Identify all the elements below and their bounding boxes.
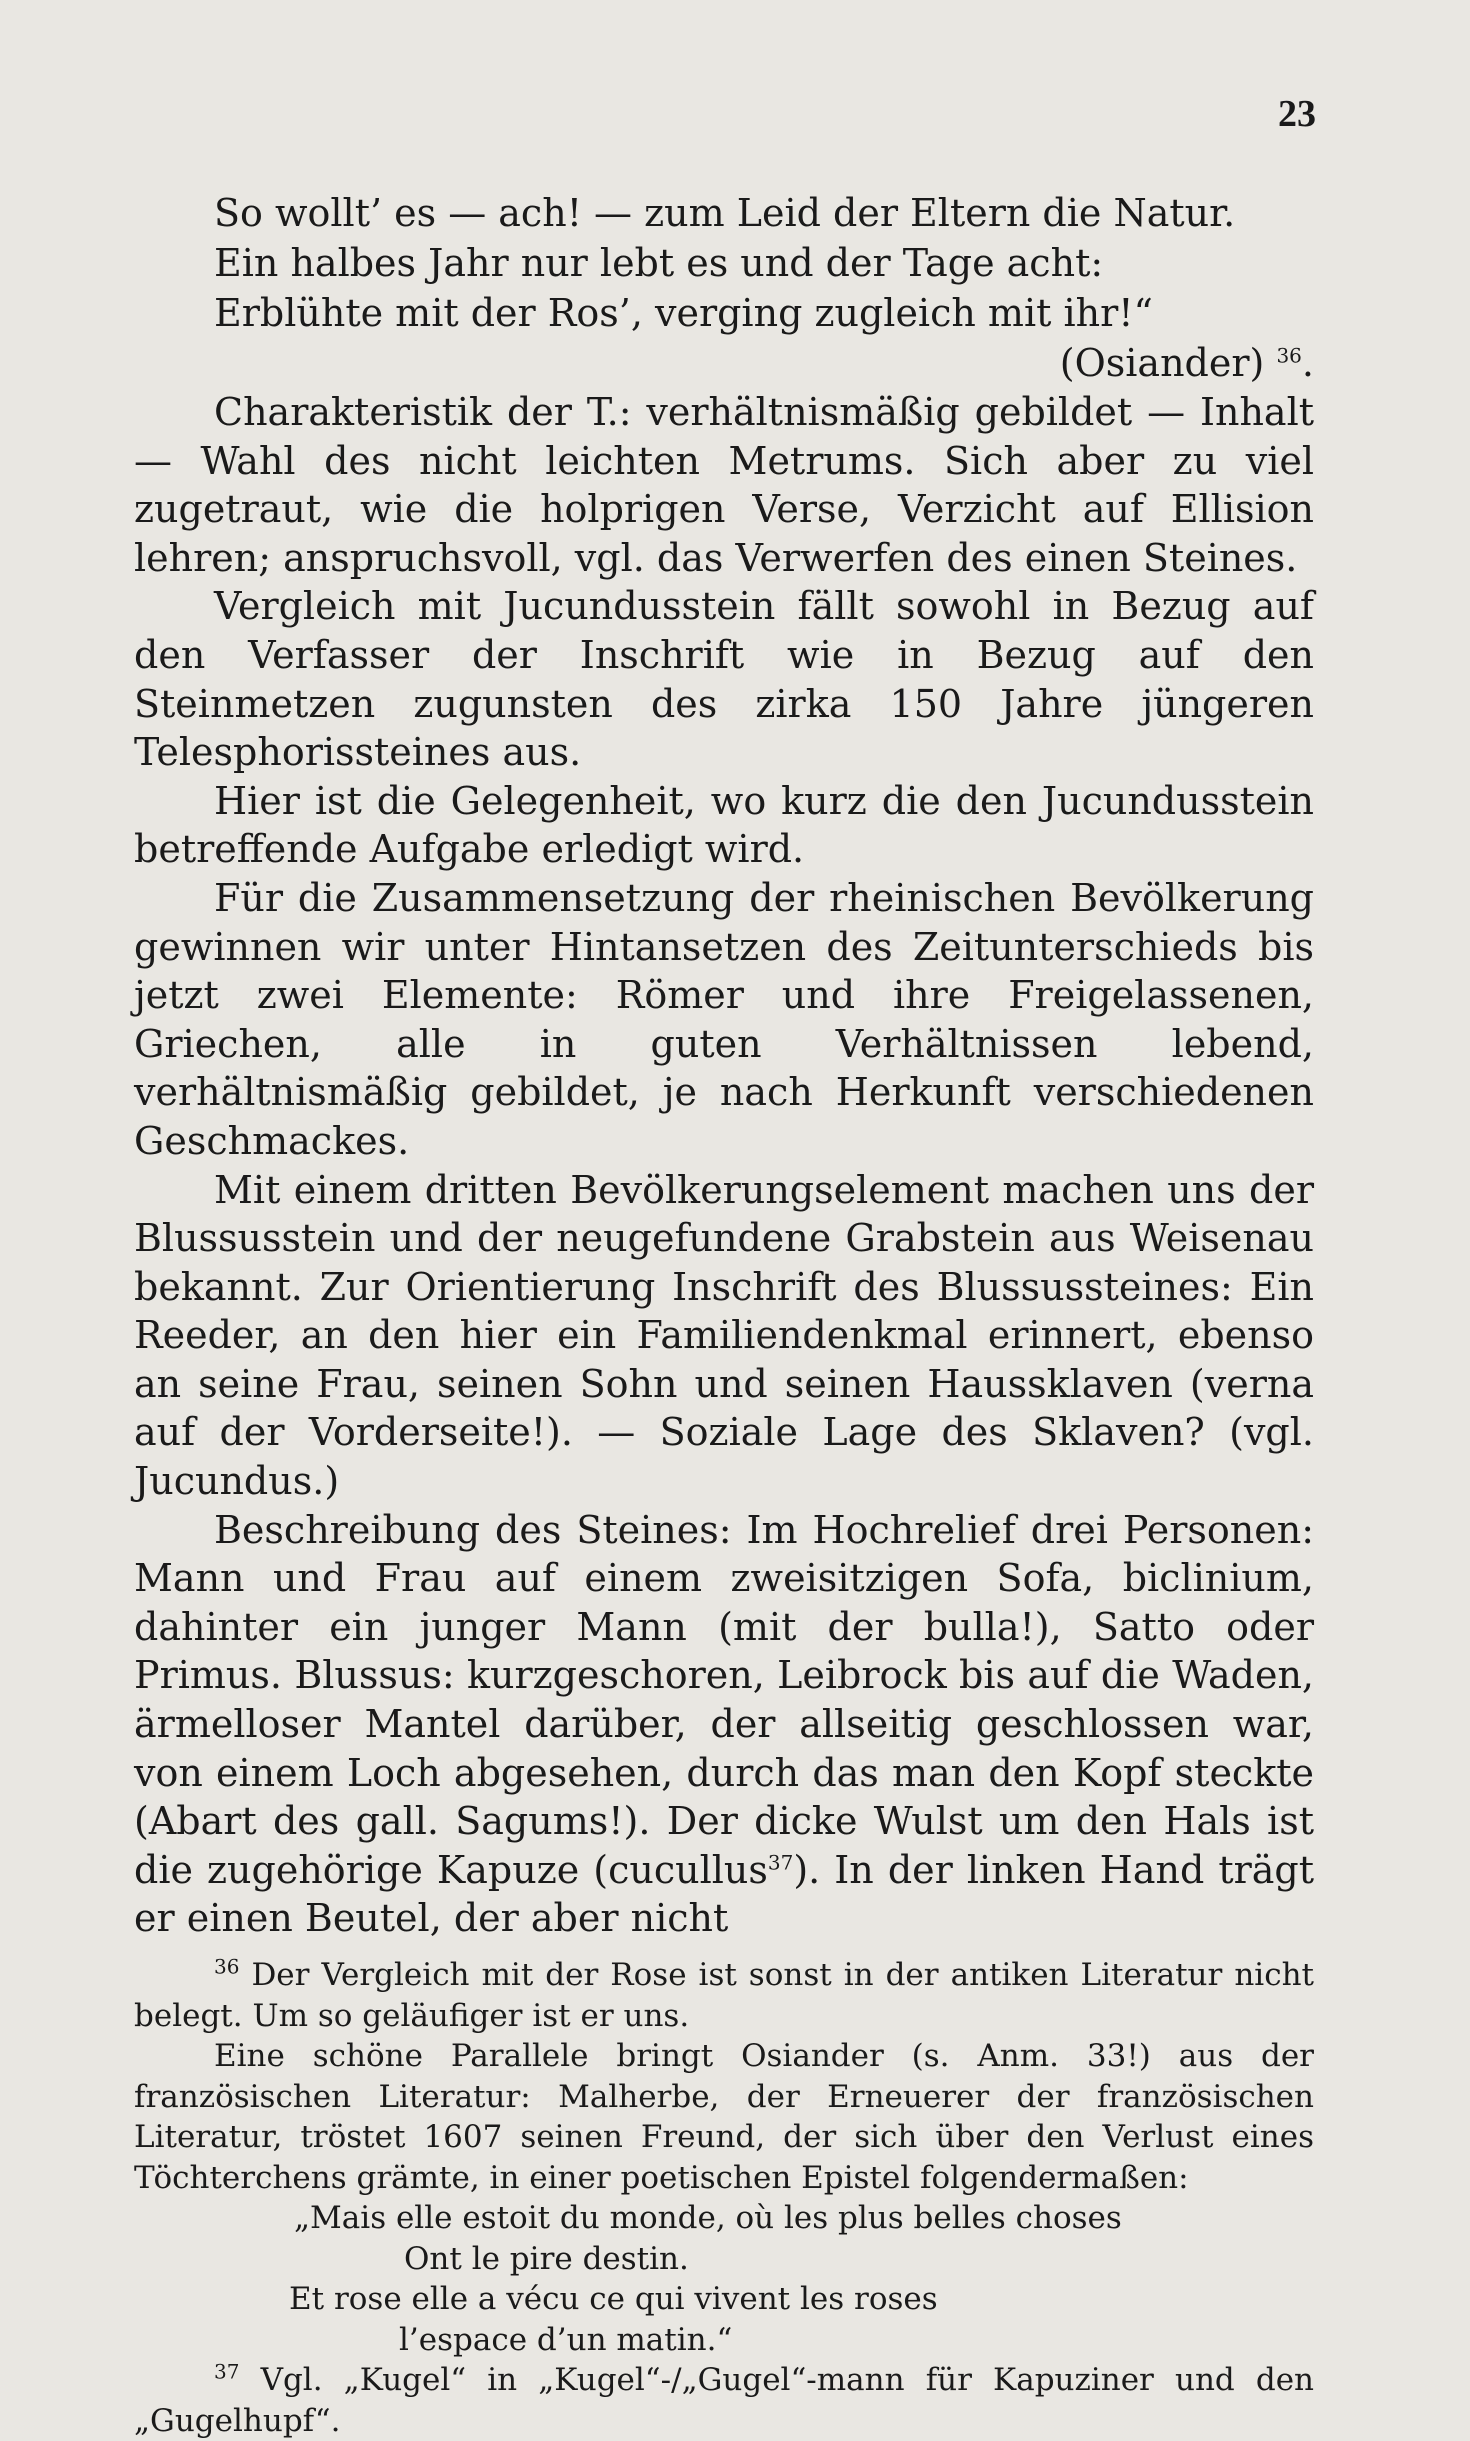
footnote-mark-36: 36	[214, 1954, 240, 1979]
footnote-36-text: Der Vergleich mit der Rose ist sonst in der antiken Literatur nicht belegt. Um so geläufiger ist er uns.	[134, 1957, 1314, 2034]
footnote-37	[134, 2360, 1314, 2441]
footnote-ref-37: 37	[767, 1850, 794, 1875]
french-verse-line: l’espace d’un matin.“	[399, 2321, 733, 2358]
footnote-36-continued: Eine schöne Parallele bringt Osiander (s. Anm. 33!) aus der französischen Literatur: Malherbe, der Erneuerer der französischen Literatur, tröstet 1607 seinen Freund, der sich über den Verlust eines Töchterchens grämte, in einer poetischen Epistel folgendermaßen:	[134, 2038, 1314, 2196]
footnote-36	[134, 1955, 1314, 2036]
paragraph: Mit einem dritten Bevölkerungselement machen uns der Blussusstein und der neugefundene Grabstein aus Weisenau bekannt. Zur Orientierung Inschrift des Blussussteines: Ein Reeder, an den hier ein Familiendenkmal erinnert, ebenso an seine Frau, seinen Sohn und seinen Haussklaven (verna auf der Vorderseite!). — Soziale Lage des Sklaven? (vgl. Jucundus.)	[134, 1167, 1314, 1504]
attribution-end: .	[1301, 341, 1314, 385]
verse-line: Erblühte mit der Ros’, verging zugleich mit ihr!“	[214, 291, 1153, 335]
footnote-37-text: Vgl. „Kugel“ in „Kugel“-/„Gugel“-mann für Kapuziner und den „Gugelhupf“.	[134, 2362, 1315, 2439]
paragraph: Für die Zusammensetzung der rheinischen Bevölkerung gewinnen wir unter Hintansetzen des Zeitunterschieds bis jetzt zwei Elemente: Römer und ihre Freigelassenen, Griechen, alle in guten Verhältnissen lebend, verhältnismäßig gebildet, je nach Herkunft verschiedenen Geschmackes.	[134, 875, 1314, 1163]
french-verse-line: Ont le pire destin.	[404, 2240, 689, 2277]
paragraph: Hier ist die Gelegenheit, wo kurz die den Jucundusstein betreffende Aufgabe erledigt wird.	[134, 778, 1314, 872]
page-number: 23	[1278, 93, 1316, 135]
french-verse-line: Et rose elle a vécu ce qui vivent les roses	[289, 2281, 938, 2317]
paragraph-last	[134, 1506, 1314, 1943]
paragraph: Vergleich mit Jucundusstein fällt sowohl in Bezug auf den Verfasser der Inschrift wie in Bezug auf den Steinmetzen zugunsten des zirka 150 Jahre jüngeren Telesphorissteines aus.	[134, 584, 1314, 775]
verse-attribution	[134, 338, 1314, 388]
attribution-text: (Osiander)	[1059, 341, 1265, 385]
footnotes	[134, 1955, 1314, 2441]
footnote-mark-37: 37	[214, 2359, 240, 2384]
paragraph: Charakteristik der T.: verhältnismäßig gebildet — Inhalt — Wahl des nicht leichten Metrums. Sich aber zu viel zugetraut, wie die holprigen Verse, Verzicht auf Ellision lehren; anspruchsvoll, vgl. das Verwerfen des einen Steines.	[134, 390, 1314, 580]
verse-line: So wollt’ es — ach! — zum Leid der Eltern die Natur.	[214, 191, 1236, 235]
paragraph-text-end: ). In der linken Hand trägt er einen Beutel, der aber nicht	[134, 1847, 1315, 1941]
verse-quote	[134, 188, 1314, 388]
paragraph-text: Beschreibung des Steines: Im Hochrelief drei Personen: Mann und Frau auf einem zweisitzigen Sofa, biclinium, dahinter ein junger Mann (mit der bulla!), Satto oder Primus. Blussus: kurzgeschoren, Leibrock bis auf die Waden, ärmelloser Mantel darüber, der allseitig geschlossen war, von einem Loch abgesehen, durch das man den Kopf steckte (Abart des gall. Sagums!). Der dicke Wulst um den Hals ist die zugehörige Kapuze (cucullus	[134, 1507, 1314, 1892]
french-verse-line: „Mais elle estoit du monde, où les plus belles choses	[294, 2200, 1122, 2236]
verse-line: Ein halbes Jahr nur lebt es und der Tage acht:	[214, 241, 1104, 285]
footnote-ref-36: 36	[1276, 343, 1302, 368]
page-body	[134, 188, 1314, 2441]
